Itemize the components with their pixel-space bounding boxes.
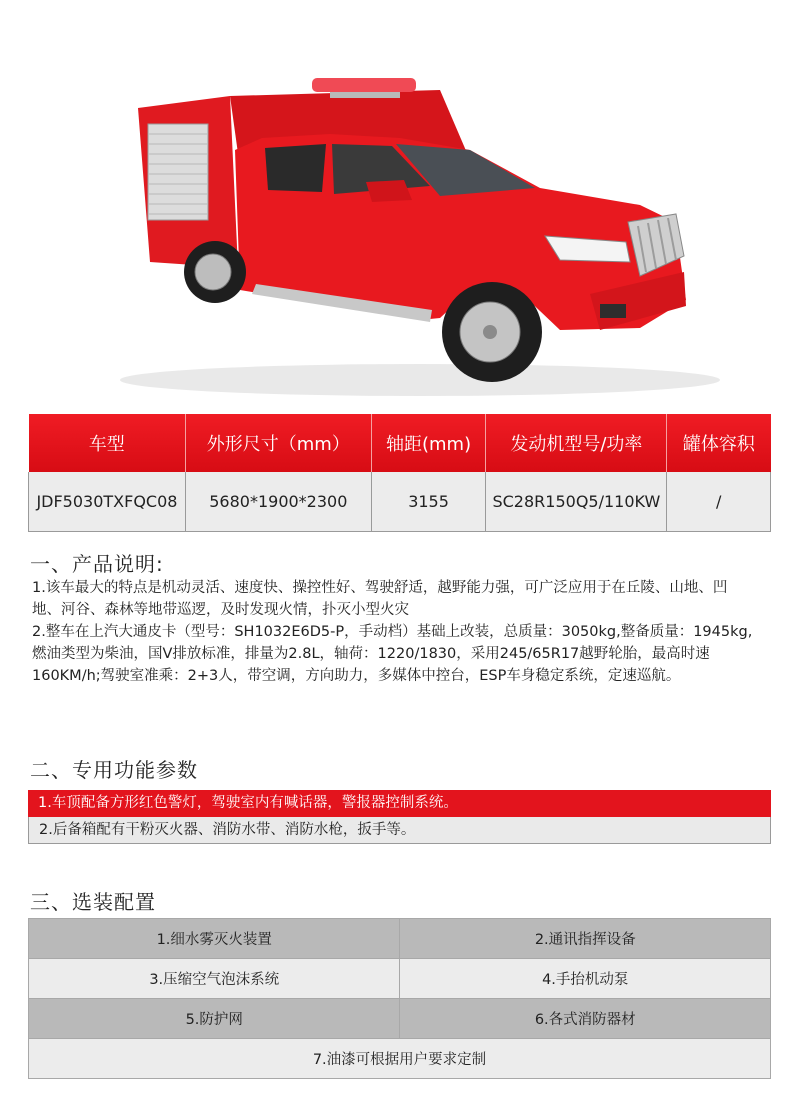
- option-cell: 7.油漆可根据用户要求定制: [29, 1039, 771, 1079]
- spec-header-model: 车型: [29, 414, 186, 472]
- spec-data-row: [29, 472, 771, 531]
- spec-cell-tank-volume: /: [667, 472, 771, 531]
- option-cell: 4.手抬机动泵: [400, 959, 771, 999]
- optional-config-table: [28, 918, 771, 1079]
- option-cell: 3.压缩空气泡沫系统: [29, 959, 400, 999]
- spec-table: [28, 414, 771, 532]
- section-title-special-functions: 二、专用功能参数: [30, 758, 198, 782]
- description-line: 2.整车在上汽大通皮卡（型号：SH1032E6D5-P，手动档）基础上改装，总质量：3050kg,整备质量：1945kg,: [32, 624, 753, 640]
- table-row: [29, 919, 771, 959]
- section-title-optional-config: 三、选装配置: [30, 890, 156, 914]
- section-title-product-description: 一、产品说明:: [30, 552, 164, 576]
- table-row: [29, 1039, 771, 1079]
- description-line: 地、河谷、森林等地带巡逻，及时发现火情，扑灭小型火灾: [32, 602, 409, 618]
- spec-header-engine: 发动机型号/功率: [486, 414, 667, 472]
- option-cell: 2.通讯指挥设备: [400, 919, 771, 959]
- spec-header-tank-volume: 罐体容积: [667, 414, 771, 472]
- spec-cell-engine: SC28R150Q5/110KW: [486, 472, 667, 531]
- description-line: 1.该车最大的特点是机动灵活、速度快、操控性好、驾驶舒适，越野能力强，可广泛应用于在丘陵、山地、凹: [32, 580, 728, 596]
- spec-cell-model: JDF5030TXFQC08: [29, 472, 186, 531]
- function-item: 1.车顶配备方形红色警灯，驾驶室内有喊话器，警报器控制系统。: [28, 790, 771, 817]
- description-line: 160KM/h;驾驶室准乘：2+3人，带空调，方向助力，多媒体中控台，ESP车身稳定系统，定速巡航。: [32, 668, 681, 684]
- spec-header-dimensions: 外形尺寸（mm）: [185, 414, 371, 472]
- spec-header-row: [29, 414, 771, 472]
- product-photo: [0, 0, 800, 410]
- fire-truck-image: [0, 0, 800, 410]
- option-cell: 6.各式消防器材: [400, 999, 771, 1039]
- option-cell: 5.防护网: [29, 999, 400, 1039]
- spec-cell-wheelbase: 3155: [371, 472, 486, 531]
- description-line: 燃油类型为柴油，国V排放标准，排量为2.8L，轴荷：1220/1830，采用245/65R17越野轮胎，最高时速: [32, 646, 710, 662]
- product-description: [32, 577, 772, 687]
- table-row: [29, 959, 771, 999]
- option-cell: 1.细水雾灭火装置: [29, 919, 400, 959]
- table-row: [29, 999, 771, 1039]
- spec-cell-dimensions: 5680*1900*2300: [185, 472, 371, 531]
- spec-header-wheelbase: 轴距(mm): [371, 414, 486, 472]
- function-item: 2.后备箱配有干粉灭火器、消防水带、消防水枪，扳手等。: [28, 817, 771, 844]
